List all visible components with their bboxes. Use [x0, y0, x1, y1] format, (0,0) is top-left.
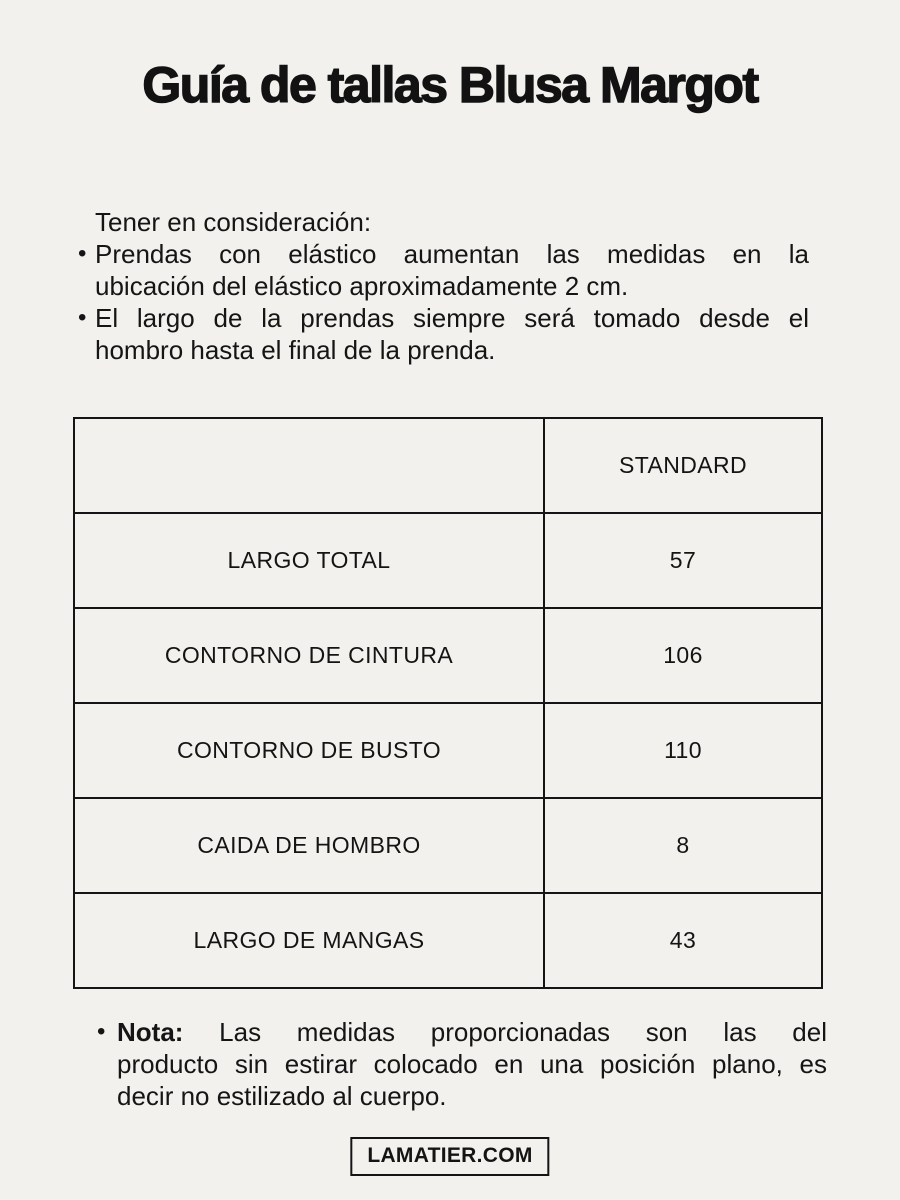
- note-line: [117, 1016, 827, 1048]
- list-item: [78, 302, 809, 366]
- measure-label: LARGO TOTAL: [74, 513, 544, 608]
- measure-label: LARGO DE MANGAS: [74, 893, 544, 988]
- header-size-cell: STANDARD: [544, 418, 822, 513]
- measure-value: 43: [544, 893, 822, 988]
- considerations-heading: Tener en consideración:: [95, 207, 372, 237]
- measure-label: CONTORNO DE BUSTO: [74, 703, 544, 798]
- table-row: [74, 703, 822, 798]
- table-row: [74, 513, 822, 608]
- bullet-line: hombro hasta el final de la prenda.: [95, 335, 496, 365]
- list-item: [78, 238, 809, 302]
- size-table: [73, 417, 823, 989]
- note-text: [117, 1016, 827, 1112]
- measure-label: CONTORNO DE CINTURA: [74, 608, 544, 703]
- bullet-icon: •: [97, 1018, 106, 1045]
- measure-value: 8: [544, 798, 822, 893]
- measure-value: 110: [544, 703, 822, 798]
- table-row: [74, 893, 822, 988]
- table-header-row: [74, 418, 822, 513]
- bullet-text: [95, 238, 809, 302]
- note-line-text: Las medidas proporcionadas son las del: [219, 1017, 827, 1047]
- note-line: decir no estilizado al cuerpo.: [117, 1081, 447, 1111]
- bullet-text: [95, 302, 809, 366]
- note-label: Nota:: [117, 1017, 184, 1047]
- header-empty-cell: [74, 418, 544, 513]
- bullet-line: ubicación del elástico aproximadamente 2 cm.: [95, 271, 629, 301]
- bullet-line: Prendas con elástico aumentan las medidas en la: [95, 239, 809, 269]
- bullet-icon: •: [78, 304, 87, 331]
- table-row: [74, 798, 822, 893]
- measure-value: 57: [544, 513, 822, 608]
- measure-label: CAIDA DE HOMBRO: [74, 798, 544, 893]
- table-row: [74, 608, 822, 703]
- note-section: [97, 1016, 827, 1112]
- page-title: Guía de tallas Blusa Margot: [142, 57, 758, 113]
- considerations-section: [78, 206, 809, 366]
- brand-badge: LAMATIER.COM: [350, 1137, 549, 1176]
- bullet-icon: •: [78, 240, 87, 267]
- bullet-line: El largo de la prendas siempre será tomado desde el: [95, 303, 809, 333]
- measure-value: 106: [544, 608, 822, 703]
- note-line: producto sin estirar colocado en una posición plano, es: [117, 1049, 827, 1079]
